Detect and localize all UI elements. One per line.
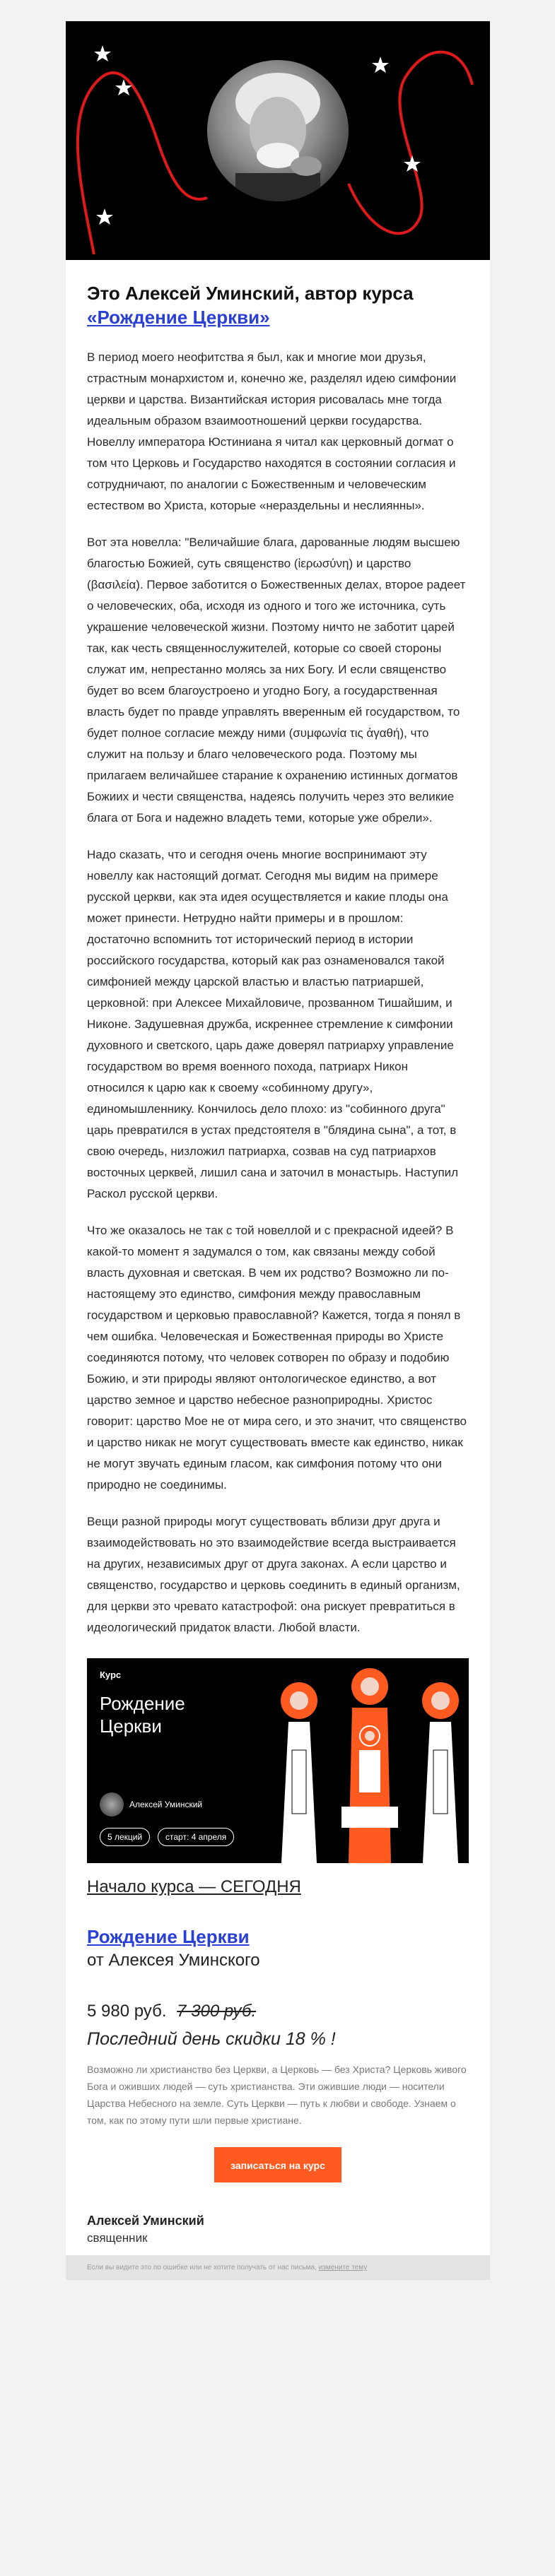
email-content xyxy=(66,260,490,2245)
star-icon xyxy=(94,45,111,61)
signature-name: Алексей Уминский xyxy=(87,2214,204,2228)
paragraph: В период моего неофитства я был, как и многие мои друзья, страстным монархистом и, конечно же, разделял идею симфонии церкви и царства. Византийская история рисовалась мне тогда идеальным образом взаимоотношений церкви государства. Новеллу императора Юстиниана я читал как церковный догмат о том что Церковь и Государство находятся в состоянии согласия и сотрудничают, по аналогии с Божественным и человеческим естеством во Христа, которые «нераздельны и неслиянны». xyxy=(87,350,457,512)
course-banner[interactable] xyxy=(87,1658,469,1863)
paragraph: Что же оказалось не так с той новеллой и с прекрасной идеей? В какой-то момент я задумался о том, как связаны между собой власть духовная и светская. В чем их родство? Возможно ли по-настоящему это единство, симфония между православным государством и церковью православной? Кажется, тогда я понял в чем ошибка. Человеческая и Божественная природы во Христе соединяются потому, что человек сотворен по образу и подобию Божию, и эти природы являют онтологическое единство, а вот царство земное и царство небесное разноприродны. Христос говорит: царство Мое не от мира сего, и это значит, что священство и царство никак не могут существовать вместе как единство, никак не могут звучать единым гласом, как симфония потому что они природно не соединимы. xyxy=(87,1224,467,1491)
course-logo: Курс xyxy=(100,1670,122,1680)
banner-title xyxy=(100,1692,185,1737)
avatar xyxy=(100,1792,124,1816)
paragraph: Вот эта новелла: "Величайшие блага, дарованные людям высшею благостью Божией, суть священство (ἱερωσύνη) и царство (βασιλεία). Первое заботится о Божественных делах, второе радеет о человеческих, оба, исходя из одного и того же источника, суть украшение человеческой жизни. Поэтому ничто не заботит царей так, как честь священнослужителей, которые со своей стороны служат им, непрестанно молясь за них Богу. И если священство будет во всем благоустроено и угодно Богу, а государственная власть будет по правде управлять вверенным ей государством, то будет полное согласие между ними (συμφωνία τις ἀγαθή), что служит на пользу и благо человеческого рода. Поэтому мы прилагаем величайшее старание к охранению истинных догматов Божиих и чести священства, надеясь получить через это великие блага от Бога и надежно владеть теми, которые уже обрели». xyxy=(87,536,466,825)
star-icon xyxy=(372,57,389,73)
enroll-button[interactable]: записаться на курс xyxy=(214,2147,341,2182)
red-curve-right xyxy=(349,52,472,234)
author-portrait xyxy=(207,60,349,201)
discount-notice: Последний день скидки 18 % ! xyxy=(87,2029,336,2049)
banner-title-line: Церкви xyxy=(100,1715,162,1737)
saints-illustration xyxy=(271,1658,469,1863)
course-start-notice: Начало курса — СЕГОДНЯ xyxy=(87,1877,301,1896)
course-description: Возможно ли христианство без Церкви, а Церковь — без Христа? Церковь живого Бога и оживших людей — суть христианства. Эти ожившие люди — носители Царства Небесного на земле. Суть Церкви — путь к любви и свободе. Узнаем о том, как по этому пути шли первые христиане. xyxy=(87,2064,467,2126)
hero-banner xyxy=(66,21,490,260)
course-author-line: от Алексея Уминского xyxy=(87,1951,260,1970)
banner-author: Алексей Уминский xyxy=(129,1800,203,1809)
footer-text: Если вы видите это по ошибке или не хотите получать от нас письма, xyxy=(87,2264,317,2271)
star-icon xyxy=(404,155,421,172)
red-curve-left xyxy=(78,73,207,254)
page-title xyxy=(87,281,469,329)
signature-role: священник xyxy=(87,2231,148,2245)
course-title-link[interactable]: «Рождение Церкви» xyxy=(87,307,270,328)
title-prefix: Это Алексей Уминский, автор курса xyxy=(87,283,414,304)
email-card xyxy=(66,21,490,2280)
paragraph: Вещи разной природы могут существовать вблизи друг друга и взаимодействовать но это взаимодействие всегда выстраивается на других, независимых друг от друга законах. А если царство и священство, государство и церковь соединить в единый организм, для церкви это чревато катастрофой: она рискует превратиться в идеологический придаток власти. Любой власти. xyxy=(87,1515,460,1634)
start-date-badge: старт: 4 апреля xyxy=(158,1828,234,1846)
old-price: 7 300 руб. xyxy=(177,2002,257,2021)
price: 5 980 руб. xyxy=(87,2002,167,2021)
banner-title-line: Рождение xyxy=(100,1693,185,1714)
unsubscribe-link[interactable]: измените тему xyxy=(318,2264,368,2271)
course-name-link[interactable]: Рождение Церкви xyxy=(87,1926,250,1947)
star-icon xyxy=(96,208,113,225)
lectures-badge: 5 лекций xyxy=(100,1828,150,1846)
paragraph: Надо сказать, что и сегодня очень многие воспринимают эту новеллу как настоящий догмат. Сегодня мы видим на примере русской церкви, как эта идея осуществляется и какие плоды она может принести. Нетрудно найти примеры и в прошлом: достаточно вспомнить тот исторический период в истории российского государства, который как раз ознаменовался такой симфонией между царской властью и властью патриаршей, церковной: при Алексее Михайловиче, прозванном Тишайшим, и Никоне. Задушевная дружба, искреннее стремление к симфонии духовного и светского, царь даже доверял патриарху управление государством во время военного похода, патриарх Никон относился к царю как к своему «собинному другу», единомышленнику. Кончилось дело плохо: из "собинного друга" царь превратился в устах предстоятеля в "блядина сына", а тот, в свою очередь, низложил патриарха, созвав на суд патриархов восточных церквей, лишил сана и заточил в монастырь. Наступил Раскол русской церкви. xyxy=(87,848,459,1200)
price-row xyxy=(87,2000,469,2023)
footer xyxy=(66,2255,490,2280)
